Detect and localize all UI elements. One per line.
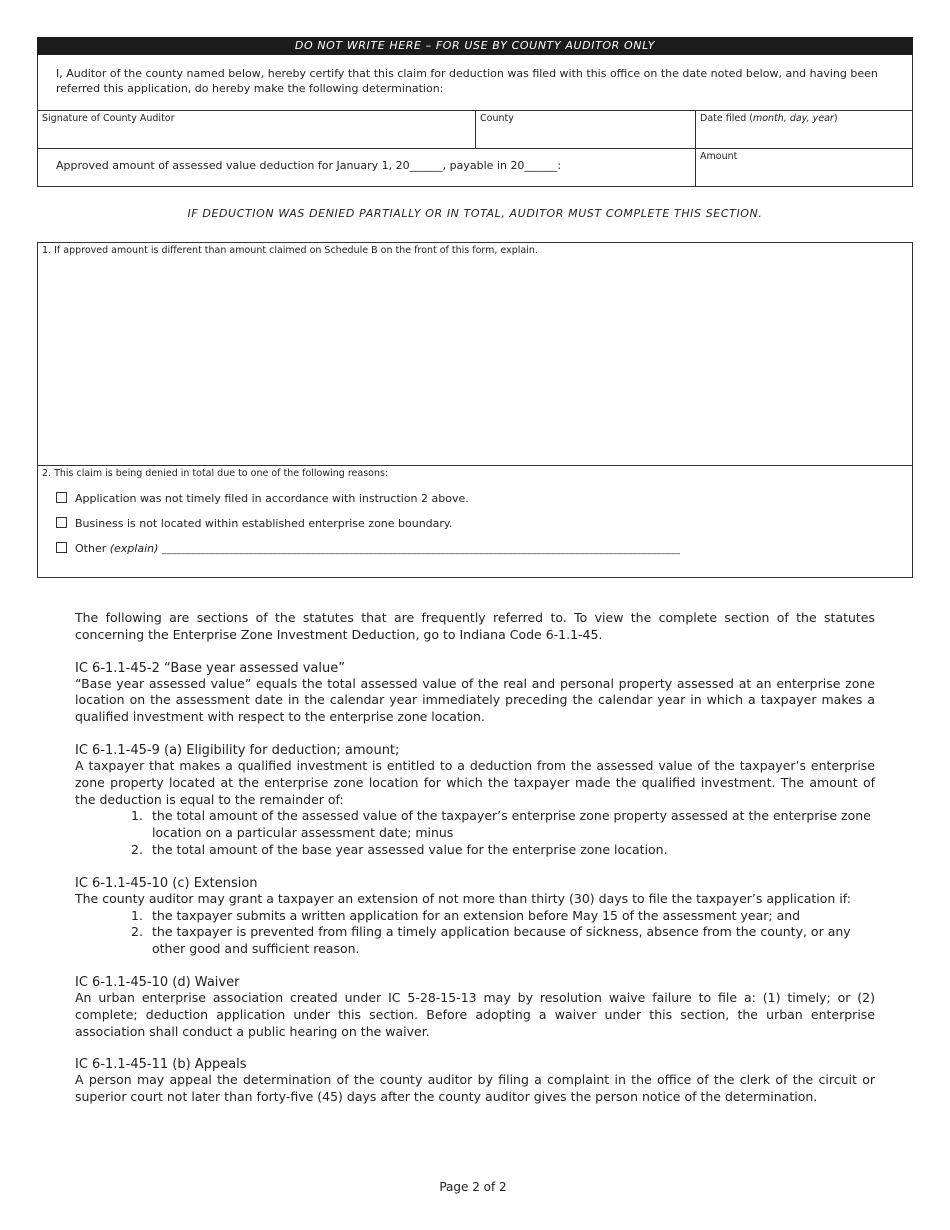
statute-heading: IC 6-1.1-45-10 (c) Extension bbox=[75, 875, 258, 891]
statute-body: An urban enterprise association created under IC 5-28-15-13 may by resolution waive failure to file a: (1) timely; or (2) complete; deduction application under this section. Before adopting a waiver under this section, the urban enterprise association shall conduct a public hearing on the waiver. bbox=[75, 989, 875, 1039]
denial-instruction: IF DEDUCTION WAS DENIED PARTIALLY OR IN TOTAL, AUDITOR MUST COMPLETE THIS SECTION. bbox=[187, 207, 763, 220]
question-2-label: 2. This claim is being denied in total due to one of the following reasons: bbox=[42, 468, 389, 479]
reason-checkbox-outside-zone[interactable] bbox=[56, 517, 67, 528]
page-number: Page 2 of 2 bbox=[439, 1180, 507, 1194]
denial-box bbox=[37, 242, 913, 578]
reason-row-other bbox=[56, 542, 896, 558]
list-item: 1. the taxpayer submits a written application for an extension before May 15 of the assessment year; and bbox=[131, 907, 801, 923]
date-filed-field[interactable]: Date filed (month, day, year) bbox=[700, 113, 838, 124]
statute-heading: IC 6-1.1-45-2 “Base year assessed value” bbox=[75, 660, 345, 676]
statutes-section bbox=[75, 610, 875, 1106]
reason-row-late-filing bbox=[56, 492, 896, 508]
statute-heading: IC 6-1.1-45-10 (d) Waiver bbox=[75, 974, 240, 990]
auditor-only-banner: DO NOT WRITE HERE – FOR USE BY COUNTY AUDITOR ONLY bbox=[37, 37, 913, 55]
amount-field[interactable] bbox=[700, 151, 910, 184]
statute-heading: IC 6-1.1-45-11 (b) Appeals bbox=[75, 1057, 247, 1073]
reason-checkbox-late-filing[interactable] bbox=[56, 492, 67, 503]
auditor-certification-box bbox=[37, 55, 913, 187]
reason-label-late-filing: Application was not timely filed in accordance with instruction 2 above. bbox=[75, 492, 469, 505]
statute-extension bbox=[75, 876, 875, 958]
statute-body: A person may appeal the determination of the county auditor by filing a complaint in the office of the clerk of the circuit or superior court not later than forty-five (45) days after the county auditor gives the person notice of the determination. bbox=[75, 1072, 875, 1105]
list-item: 2. the taxpayer is prevented from filing a timely application because of sickness, absence from the county, or any other good and sufficient reason. bbox=[131, 924, 851, 957]
statute-heading: IC 6-1.1-45-9 (a) Eligibility for deduction; amount; bbox=[75, 742, 400, 758]
other-label: Other bbox=[75, 542, 107, 555]
other-hint: (explain) bbox=[109, 542, 159, 555]
question-1-label: 1. If approved amount is different than amount claimed on Schedule B on the front of this form, explain. bbox=[42, 245, 538, 256]
signature-label: Signature of County Auditor bbox=[42, 113, 175, 124]
reason-label-other bbox=[75, 542, 680, 555]
statute-body: “Base year assessed value” equals the total assessed value of the real and personal property assessed at an enterprise zone location on the assessment date in the calendar year immediately preceding the calendar year in which a taxpayer makes a qualified investment with respect to the enterprise zone location. bbox=[75, 675, 875, 725]
list-item: 2. the total amount of the base year assessed value for the enterprise zone location. bbox=[131, 841, 668, 857]
statute-body: The county auditor may grant a taxpayer an extension of not more than thirty (30) days to file the taxpayer’s application if: bbox=[75, 890, 851, 906]
reason-label-outside-zone: Business is not located within established enterprise zone boundary. bbox=[75, 517, 453, 530]
approved-amount-text: Approved amount of assessed value deduction for January 1, 20______, payable in 20______: bbox=[56, 159, 562, 172]
statute-body: A taxpayer that makes a qualified investment is entitled to a deduction from the assessed value of the taxpayer’s enterprise zone property located at the enterprise zone location for which the taxpayer made the qualified investment. The amount of the deduction is equal to the remainder of: bbox=[75, 757, 875, 807]
certification-text: I, Auditor of the county named below, hereby certify that this claim for deduction was filed with this office on the date noted below, and having been referred this application, do hereby make the following determination: bbox=[56, 67, 878, 95]
amount-label: Amount bbox=[700, 151, 738, 162]
statute-appeals bbox=[75, 1057, 875, 1106]
county-label: County bbox=[480, 113, 514, 124]
statute-base-year bbox=[75, 661, 875, 726]
signature-field[interactable] bbox=[42, 113, 472, 146]
other-explain-line[interactable]: ____________________________________________________________________________________________________________ bbox=[161, 545, 681, 555]
reason-row-outside-zone bbox=[56, 517, 896, 533]
date-filed-label: Date filed bbox=[700, 113, 747, 124]
date-filed-hint: month, day, year bbox=[752, 113, 834, 124]
statute-eligibility bbox=[75, 743, 875, 859]
statutes-intro: The following are sections of the statutes that are frequently referred to. To view the complete section of the statutes concerning the Enterprise Zone Investment Deduction, go to Indiana Code 6-1.1-45. bbox=[75, 610, 875, 642]
county-field[interactable] bbox=[480, 113, 692, 146]
explanation-area[interactable] bbox=[38, 259, 912, 465]
list-item: 1. the total amount of the assessed value of the taxpayer’s enterprise zone property assessed at the enterprise zone location on a particular assessment date; minus bbox=[131, 808, 871, 841]
statute-waiver bbox=[75, 975, 875, 1040]
reason-checkbox-other[interactable] bbox=[56, 542, 67, 553]
